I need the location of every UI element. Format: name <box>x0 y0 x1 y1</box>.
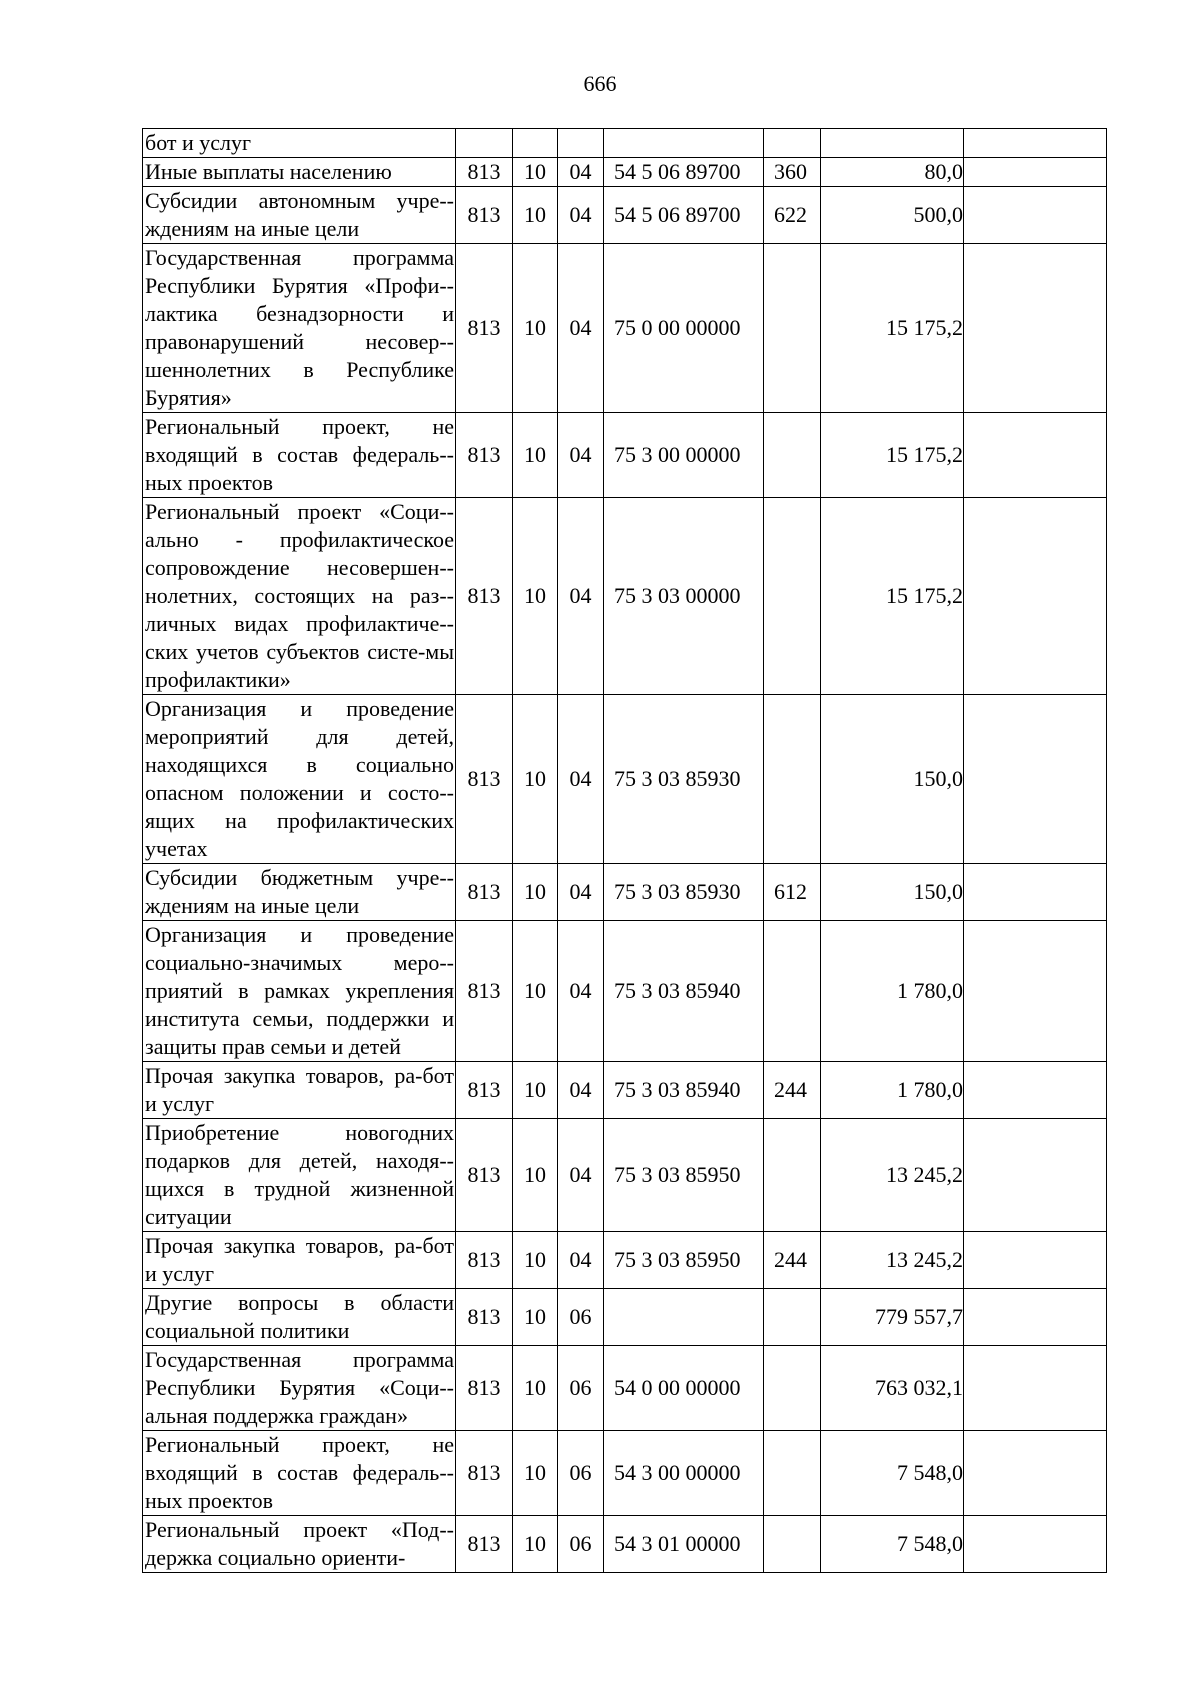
row-amount: 500,0 <box>821 187 964 244</box>
row-name: бот и услуг <box>143 129 456 158</box>
row-subsection-code: 04 <box>558 1062 604 1119</box>
row-subsection-code: 04 <box>558 1232 604 1289</box>
table-row <box>143 1232 1107 1289</box>
row-section-code: 10 <box>513 695 558 864</box>
row-section-code: 10 <box>513 1431 558 1516</box>
row-subsection-code: 04 <box>558 498 604 695</box>
table-row <box>143 1516 1107 1573</box>
row-subsection-code: 04 <box>558 864 604 921</box>
row-subsection-code <box>558 129 604 158</box>
row-name: Иные выплаты населению <box>143 158 456 187</box>
row-subsection-code: 04 <box>558 244 604 413</box>
row-expense-type <box>764 1119 821 1232</box>
row-section-code: 10 <box>513 413 558 498</box>
row-expense-type: 244 <box>764 1232 821 1289</box>
row-expense-type <box>764 921 821 1062</box>
row-ministry-code: 813 <box>456 1516 513 1573</box>
row-target-article: 75 3 03 00000 <box>604 498 764 695</box>
row-ministry-code: 813 <box>456 1232 513 1289</box>
row-expense-type: 360 <box>764 158 821 187</box>
row-extra <box>964 1232 1107 1289</box>
row-subsection-code: 06 <box>558 1431 604 1516</box>
row-target-article: 54 3 00 00000 <box>604 1431 764 1516</box>
table-row <box>143 1289 1107 1346</box>
row-expense-type <box>764 244 821 413</box>
table-row <box>143 187 1107 244</box>
table-row <box>143 1119 1107 1232</box>
row-ministry-code: 813 <box>456 244 513 413</box>
budget-table <box>142 128 1107 1573</box>
row-amount: 1 780,0 <box>821 1062 964 1119</box>
row-extra <box>964 1289 1107 1346</box>
row-subsection-code: 04 <box>558 413 604 498</box>
table-row <box>143 864 1107 921</box>
row-extra <box>964 187 1107 244</box>
row-name: Государственная программа Республики Бурятия «Соци-альная поддержка граждан» <box>143 1346 456 1431</box>
row-extra <box>964 1346 1107 1431</box>
row-amount: 763 032,1 <box>821 1346 964 1431</box>
row-extra <box>964 921 1107 1062</box>
row-extra <box>964 498 1107 695</box>
table-row <box>143 244 1107 413</box>
table-row <box>143 921 1107 1062</box>
row-amount: 15 175,2 <box>821 413 964 498</box>
row-amount: 150,0 <box>821 695 964 864</box>
row-name: Региональный проект «Соци-ально - профилактическое сопровождение несовершен-нолетних, состоящих на раз-личных видах профилактиче-ских учетов субъектов систе-мы профилактики» <box>143 498 456 695</box>
row-target-article <box>604 129 764 158</box>
row-target-article: 54 3 01 00000 <box>604 1516 764 1573</box>
row-ministry-code: 813 <box>456 864 513 921</box>
row-expense-type: 612 <box>764 864 821 921</box>
row-expense-type <box>764 413 821 498</box>
row-subsection-code: 04 <box>558 1119 604 1232</box>
row-extra <box>964 1062 1107 1119</box>
row-name: Региональный проект, не входящий в состав федераль-ных проектов <box>143 1431 456 1516</box>
table-row <box>143 129 1107 158</box>
row-amount: 13 245,2 <box>821 1232 964 1289</box>
row-expense-type <box>764 1516 821 1573</box>
page-number: 666 <box>583 71 617 96</box>
row-target-article: 75 3 03 85940 <box>604 1062 764 1119</box>
row-name: Организация и проведение социально-значимых меро-приятий в рамках укрепления института семьи, поддержки и защиты прав семьи и детей <box>143 921 456 1062</box>
row-extra <box>964 695 1107 864</box>
row-section-code: 10 <box>513 187 558 244</box>
row-expense-type <box>764 1289 821 1346</box>
row-name: Приобретение новогодних подарков для детей, находя-щихся в трудной жизненной ситуации <box>143 1119 456 1232</box>
row-extra <box>964 864 1107 921</box>
row-name: Организация и проведение мероприятий для детей, находящихся в социально опасном положении и состо-ящих на профилактических учетах <box>143 695 456 864</box>
table-row <box>143 1346 1107 1431</box>
row-target-article: 75 3 03 85950 <box>604 1119 764 1232</box>
row-target-article: 54 0 00 00000 <box>604 1346 764 1431</box>
row-section-code: 10 <box>513 158 558 187</box>
row-section-code: 10 <box>513 1346 558 1431</box>
row-subsection-code: 04 <box>558 695 604 864</box>
row-subsection-code: 04 <box>558 187 604 244</box>
row-amount: 7 548,0 <box>821 1431 964 1516</box>
row-amount: 80,0 <box>821 158 964 187</box>
row-ministry-code: 813 <box>456 1062 513 1119</box>
row-amount: 1 780,0 <box>821 921 964 1062</box>
row-name: Субсидии бюджетным учре-ждениям на иные цели <box>143 864 456 921</box>
row-ministry-code: 813 <box>456 921 513 1062</box>
row-name: Прочая закупка товаров, ра-бот и услуг <box>143 1062 456 1119</box>
table-row <box>143 1431 1107 1516</box>
table-body <box>143 129 1107 1573</box>
row-amount <box>821 129 964 158</box>
row-expense-type <box>764 1431 821 1516</box>
row-name: Государственная программа Республики Бурятия «Профи-лактика безнадзорности и правонарушений несовер-шеннолетних в Республике Бурятия» <box>143 244 456 413</box>
row-extra <box>964 1119 1107 1232</box>
row-amount: 7 548,0 <box>821 1516 964 1573</box>
row-subsection-code: 04 <box>558 921 604 1062</box>
row-section-code: 10 <box>513 1119 558 1232</box>
row-ministry-code: 813 <box>456 187 513 244</box>
row-expense-type <box>764 695 821 864</box>
row-amount: 779 557,7 <box>821 1289 964 1346</box>
row-amount: 150,0 <box>821 864 964 921</box>
row-amount: 13 245,2 <box>821 1119 964 1232</box>
row-section-code <box>513 129 558 158</box>
row-extra <box>964 1516 1107 1573</box>
row-subsection-code: 04 <box>558 158 604 187</box>
row-ministry-code: 813 <box>456 1346 513 1431</box>
row-name: Субсидии автономным учре-ждениям на иные цели <box>143 187 456 244</box>
row-ministry-code: 813 <box>456 413 513 498</box>
table-row <box>143 158 1107 187</box>
row-ministry-code: 813 <box>456 1431 513 1516</box>
row-target-article: 75 3 03 85930 <box>604 695 764 864</box>
table-row <box>143 498 1107 695</box>
row-name: Другие вопросы в области социальной политики <box>143 1289 456 1346</box>
row-extra <box>964 244 1107 413</box>
row-subsection-code: 06 <box>558 1289 604 1346</box>
table-row <box>143 1062 1107 1119</box>
row-target-article <box>604 1289 764 1346</box>
row-extra <box>964 1431 1107 1516</box>
row-target-article: 75 0 00 00000 <box>604 244 764 413</box>
row-expense-type: 622 <box>764 187 821 244</box>
row-section-code: 10 <box>513 1516 558 1573</box>
row-ministry-code: 813 <box>456 1119 513 1232</box>
row-section-code: 10 <box>513 921 558 1062</box>
row-amount: 15 175,2 <box>821 244 964 413</box>
row-ministry-code <box>456 129 513 158</box>
row-target-article: 54 5 06 89700 <box>604 158 764 187</box>
row-expense-type <box>764 498 821 695</box>
row-section-code: 10 <box>513 1232 558 1289</box>
row-name: Прочая закупка товаров, ра-бот и услуг <box>143 1232 456 1289</box>
row-extra <box>964 129 1107 158</box>
row-target-article: 54 5 06 89700 <box>604 187 764 244</box>
table-row <box>143 695 1107 864</box>
row-name: Региональный проект, не входящий в состав федераль-ных проектов <box>143 413 456 498</box>
row-extra <box>964 158 1107 187</box>
row-ministry-code: 813 <box>456 1289 513 1346</box>
row-target-article: 75 3 03 85950 <box>604 1232 764 1289</box>
row-section-code: 10 <box>513 498 558 695</box>
table-row <box>143 413 1107 498</box>
row-extra <box>964 413 1107 498</box>
row-section-code: 10 <box>513 1062 558 1119</box>
row-target-article: 75 3 00 00000 <box>604 413 764 498</box>
row-section-code: 10 <box>513 864 558 921</box>
row-amount: 15 175,2 <box>821 498 964 695</box>
row-target-article: 75 3 03 85930 <box>604 864 764 921</box>
row-expense-type <box>764 129 821 158</box>
row-section-code: 10 <box>513 244 558 413</box>
row-expense-type: 244 <box>764 1062 821 1119</box>
row-section-code: 10 <box>513 1289 558 1346</box>
row-target-article: 75 3 03 85940 <box>604 921 764 1062</box>
row-subsection-code: 06 <box>558 1346 604 1431</box>
row-expense-type <box>764 1346 821 1431</box>
row-name: Региональный проект «Под-держка социально ориенти- <box>143 1516 456 1573</box>
row-subsection-code: 06 <box>558 1516 604 1573</box>
row-ministry-code: 813 <box>456 695 513 864</box>
row-ministry-code: 813 <box>456 498 513 695</box>
row-ministry-code: 813 <box>456 158 513 187</box>
